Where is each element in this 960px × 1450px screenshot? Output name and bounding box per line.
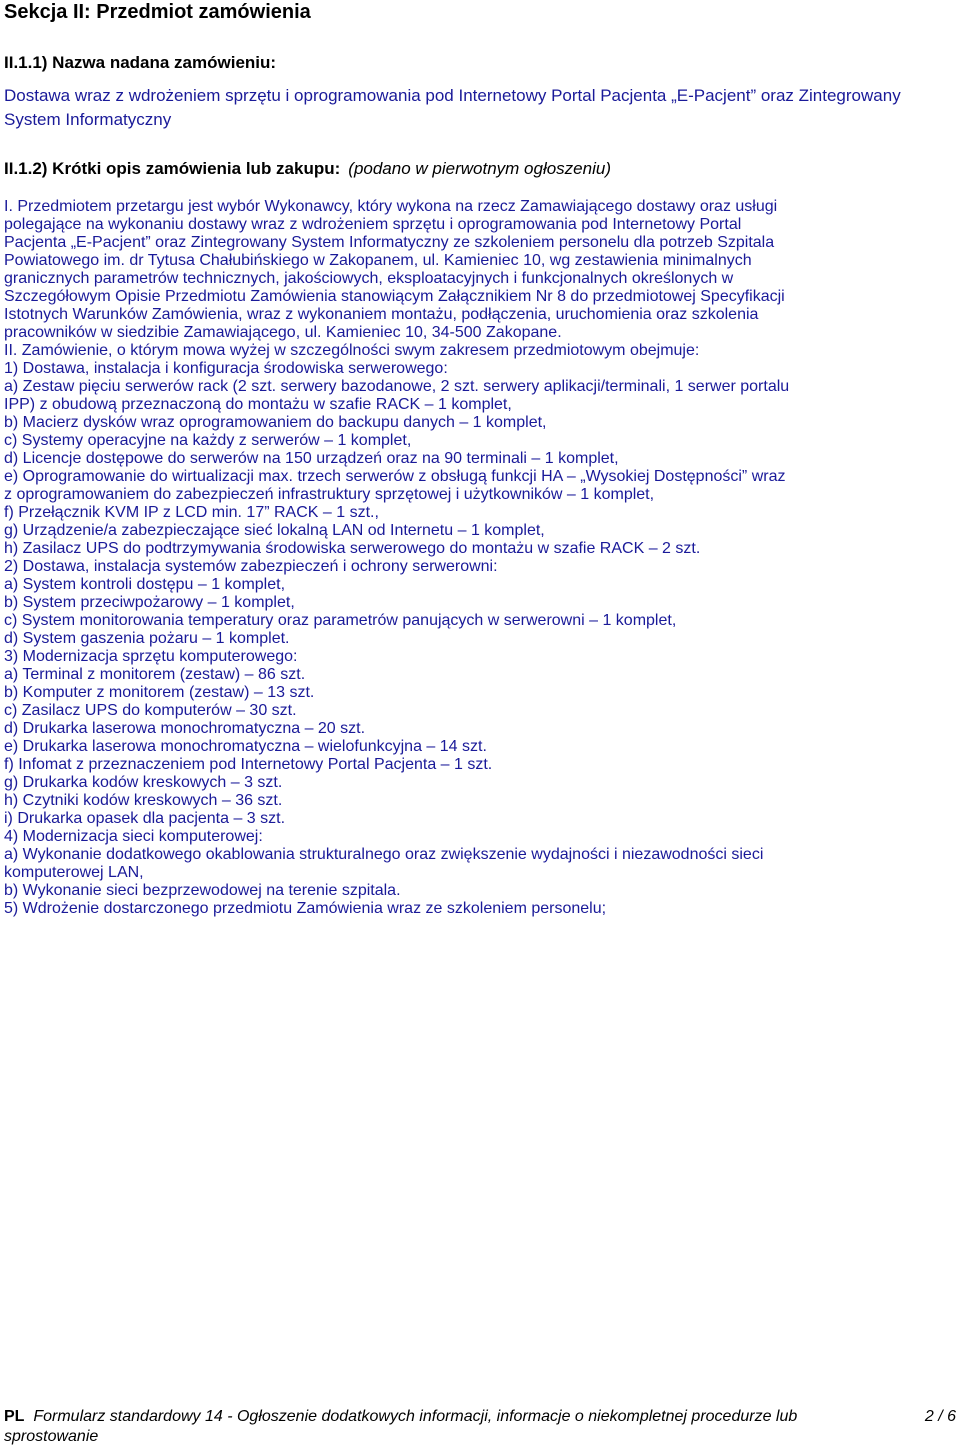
description-line: g) Urządzenie/a zabezpieczające sieć lokalną LAN od Internetu – 1 komplet, (4, 522, 545, 539)
description-line: g) Drukarka kodów kreskowych – 3 szt. (4, 774, 283, 791)
description-line: Pacjenta „E-Pacjent” oraz Zintegrowany System Informatyczny ze szkoleniem personelu dla potrzeb Szpitala (4, 234, 775, 251)
description-line: d) System gaszenia pożaru – 1 komplet. (4, 630, 290, 647)
description-line: II. Zamówienie, o którym mowa wyżej w szczególności swym zakresem przedmiotowym obejmuje: (4, 342, 700, 359)
footer-form-name: Formularz standardowy 14 - Ogłoszenie dodatkowych informacji, informacje o niekompletnej procedurze lub (33, 1408, 798, 1425)
footer-line-1 (4, 1407, 956, 1427)
description-line: h) Czytniki kodów kreskowych – 36 szt. (4, 792, 283, 809)
description-line: 4) Modernizacja sieci komputerowej: (4, 828, 263, 845)
description-line: pracowników w siedzibie Zamawiającego, ul. Kamieniec 10, 34-500 Zakopane. (4, 324, 562, 341)
description-line: I. Przedmiotem przetargu jest wybór Wykonawcy, który wykona na rzecz Zamawiającego dostawy oraz usługi (4, 198, 778, 215)
item-description-heading-label: II.1.2) Krótki opis zamówienia lub zakupu: (4, 159, 341, 178)
description-line: a) System kontroli dostępu – 1 komplet, (4, 576, 286, 593)
description-line: 5) Wdrożenie dostarczonego przedmiotu Zamówienia wraz ze szkoleniem personelu; (4, 900, 607, 917)
description-line: c) System monitorowania temperatury oraz parametrów panujących w serwerowni – 1 komplet, (4, 612, 677, 629)
description-line: Powiatowego im. dr Tytusa Chałubińskiego w Zakopanem, ul. Kamieniec 10, wg zestawienia minimalnych (4, 252, 752, 269)
page-footer (4, 1407, 956, 1447)
item-description-note: (podano w pierwotnym ogłoszeniu) (348, 159, 611, 178)
description-line: 3) Modernizacja sprzętu komputerowego: (4, 648, 298, 665)
page-number: 2 / 6 (924, 1408, 956, 1425)
description-line: d) Drukarka laserowa monochromatyczna – 20 szt. (4, 720, 366, 737)
description-line: IPP) z obudową przeznaczoną do montażu w szafie RACK – 1 komplet, (4, 396, 512, 413)
description-line: e) Drukarka laserowa monochromatyczna – wielofunkcyjna – 14 szt. (4, 738, 487, 755)
description-line: i) Drukarka opasek dla pacjenta – 3 szt. (4, 810, 286, 827)
description-line: polegające na wykonaniu dostawy wraz z wdrożeniem sprzętu i oprogramowania pod Internetowy Portal (4, 216, 742, 233)
description-line: 1) Dostawa, instalacja i konfiguracja środowiska serwerowego: (4, 360, 448, 377)
description-line: d) Licencje dostępowe do serwerów na 150 urządzeń oraz na 90 terminali – 1 komplet, (4, 450, 619, 467)
description-line: Istotnych Warunków Zamówienia, wraz z wykonaniem montażu, podłączenia, uruchomienia oraz szkolenia (4, 306, 759, 323)
item-name-heading: II.1.1) Nazwa nadana zamówieniu: (4, 53, 277, 72)
description-line: a) Zestaw pięciu serwerów rack (2 szt. serwery bazodanowe, 2 szt. serwery aplikacji/terminali, 1 serwer portalu (4, 378, 790, 395)
description-line: b) Wykonanie sieci bezprzewodowej na terenie szpitala. (4, 882, 401, 899)
description-line: f) Infomat z przeznaczeniem pod Internetowy Portal Pacjenta – 1 szt. (4, 756, 493, 773)
description-line: f) Przełącznik KVM IP z LCD min. 17” RACK – 1 szt., (4, 504, 379, 521)
description-line: e) Oprogramowanie do wirtualizacji max. trzech serwerów z obsługą funkcji HA – „Wysokiej Dostępności” wraz (4, 468, 786, 485)
footer-form-name-cont: sprostowanie (4, 1428, 99, 1445)
item-description-heading (4, 158, 611, 180)
description-line: z oprogramowaniem do zabezpieczeń infrastruktury sprzętowej i użytkowników – 1 komplet, (4, 486, 655, 503)
description-line: c) Zasilacz UPS do komputerów – 30 szt. (4, 702, 297, 719)
description-line: b) System przeciwpożarowy – 1 komplet, (4, 594, 295, 611)
description-line: 2) Dostawa, instalacja systemów zabezpieczeń i ochrony serwerowni: (4, 558, 498, 575)
description-line: a) Wykonanie dodatkowego okablowania strukturalnego oraz zwiększenie wydajności i niezawodności sieci (4, 846, 764, 863)
description-line: b) Macierz dysków wraz oprogramowaniem do backupu danych – 1 komplet, (4, 414, 547, 431)
description-line: granicznych parametrów technicznych, jakościowych, eksploatacyjnych i funkcjonalnych określonych w (4, 270, 734, 287)
footer-lang: PL (4, 1408, 25, 1425)
description-line: b) Komputer z monitorem (zestaw) – 13 szt. (4, 684, 315, 701)
section-title: Sekcja II: Przedmiot zamówienia (4, 1, 311, 23)
description-line: a) Terminal z monitorem (zestaw) – 86 szt. (4, 666, 306, 683)
description-line: Szczegółowym Opisie Przedmiotu Zamówienia stanowiącym Załącznikiem Nr 8 do przedmiotowej Specyfikacji (4, 288, 785, 305)
description-line: h) Zasilacz UPS do podtrzymywania środowiska serwerowego do montażu w szafie RACK – 2 szt. (4, 540, 701, 557)
description-line: c) Systemy operacyjne na każdy z serwerów – 1 komplet, (4, 432, 412, 449)
order-name-text: Dostawa wraz z wdrożeniem sprzętu i oprogramowania pod Internetowy Portal Pacjenta „E-Pacjent” oraz Zintegrowany System Informatyczny (4, 86, 901, 129)
description-line: komputerowej LAN, (4, 864, 144, 881)
order-description (4, 198, 954, 918)
